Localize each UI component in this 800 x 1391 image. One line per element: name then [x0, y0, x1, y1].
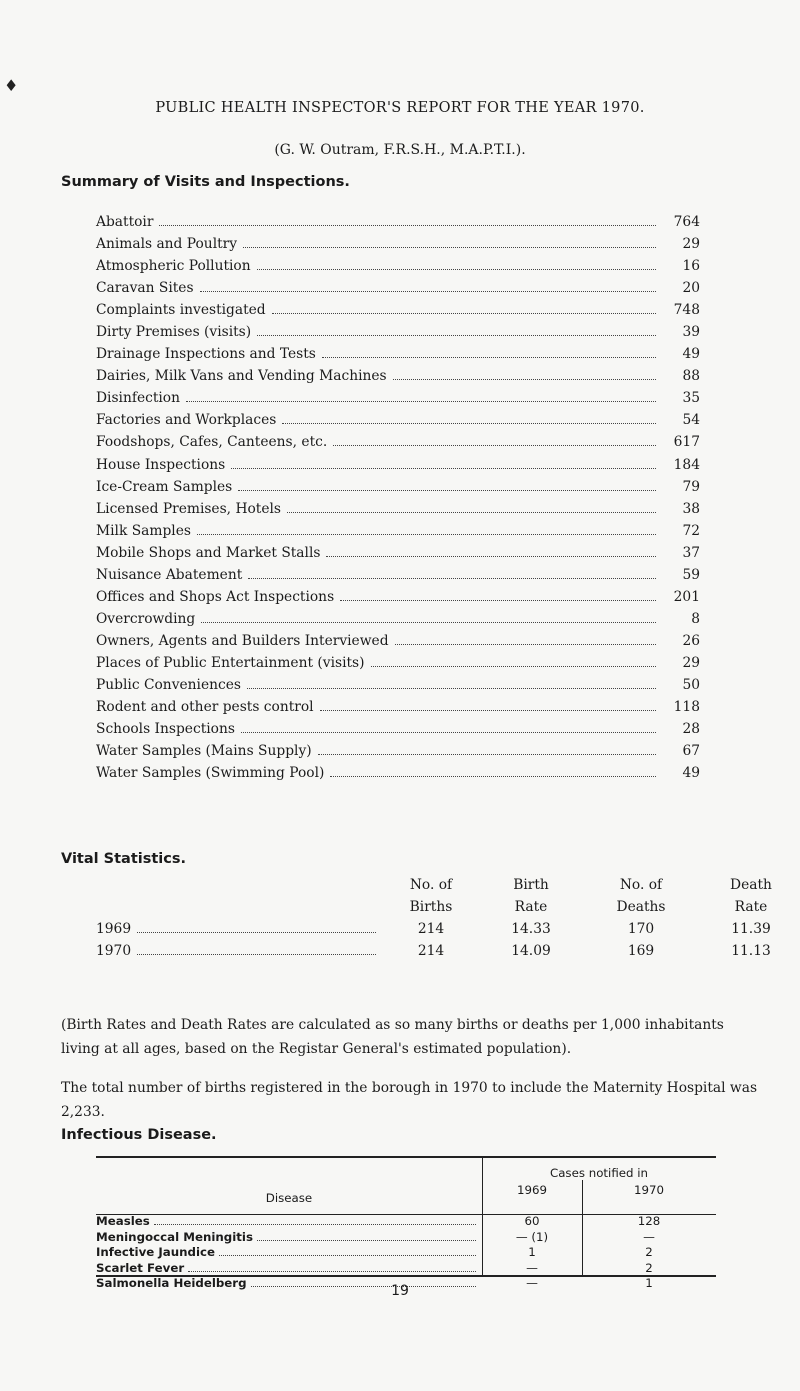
- item-value: 72: [682, 522, 700, 539]
- list-item: [96, 523, 700, 545]
- list-item: [96, 699, 700, 721]
- item-value: 79: [682, 478, 700, 495]
- item-label: Atmospheric Pollution: [96, 258, 251, 275]
- item-label: Nuisance Abatement: [96, 566, 243, 583]
- item-value: 50: [682, 676, 700, 693]
- list-item: [96, 302, 700, 324]
- list-item: [96, 633, 700, 655]
- summary-heading: Summary of Visits and Inspections.: [61, 174, 350, 190]
- item-value: 26: [682, 632, 700, 649]
- item-label: Water Samples (Swimming Pool): [96, 765, 325, 782]
- item-label: Dairies, Milk Vans and Vending Machines: [96, 368, 387, 385]
- item-value: 29: [682, 236, 700, 253]
- cases-1970: 2: [645, 1245, 653, 1259]
- births-value: 214: [417, 921, 445, 937]
- summary-list: [96, 214, 700, 787]
- list-item: [96, 280, 700, 302]
- leader-dots: [393, 379, 656, 380]
- item-value: 617: [673, 434, 700, 451]
- item-value: 37: [682, 544, 700, 561]
- table-row: [96, 943, 776, 965]
- item-value: 764: [673, 214, 700, 230]
- item-value: 16: [682, 258, 700, 275]
- list-item: [96, 545, 700, 567]
- cases-1970: 1: [645, 1276, 653, 1290]
- item-label: Rodent and other pests control: [96, 699, 314, 716]
- cases-1970: 128: [637, 1214, 661, 1228]
- infectious-disease-table: [96, 1156, 716, 1290]
- year: 1970: [96, 943, 132, 959]
- author-line: (G. W. Outram, F.R.S.H., M.A.P.T.I.).: [274, 142, 526, 158]
- item-value: 184: [673, 456, 700, 473]
- birth-rate-value: 14.33: [511, 921, 551, 937]
- leader-dots: [257, 335, 656, 336]
- leader-dots: [231, 468, 656, 469]
- item-label: Schools Inspections: [96, 721, 235, 738]
- leader-dots: [188, 1271, 476, 1272]
- item-label: Caravan Sites: [96, 280, 194, 297]
- list-item: [96, 589, 700, 611]
- leader-dots: [257, 269, 656, 270]
- table-row: [96, 921, 776, 943]
- item-label: Places of Public Entertainment (visits): [96, 654, 365, 671]
- death-rate-value: 11.39: [731, 921, 771, 937]
- deaths-value: 170: [627, 921, 655, 937]
- item-value: 118: [673, 699, 700, 716]
- item-label: Dirty Premises (visits): [96, 324, 252, 341]
- cases-1969: —: [526, 1276, 538, 1290]
- cases-1969: 1: [528, 1245, 536, 1259]
- list-item: [96, 721, 700, 743]
- list-item: [96, 479, 700, 501]
- item-label: Water Samples (Mains Supply): [96, 743, 312, 760]
- item-value: 54: [682, 412, 700, 429]
- item-value: 748: [673, 302, 700, 319]
- infectious-heading: Infectious Disease.: [61, 1127, 217, 1143]
- year: 1969: [96, 921, 132, 937]
- item-value: 20: [682, 280, 700, 297]
- item-label: Disinfection: [96, 390, 181, 407]
- leader-dots: [395, 644, 656, 645]
- item-label: Owners, Agents and Builders Interviewed: [96, 632, 389, 649]
- list-item: [96, 655, 700, 677]
- list-item: [96, 457, 700, 479]
- deaths-value: 169: [627, 943, 655, 959]
- list-item: [96, 214, 700, 236]
- item-label: Abattoir: [96, 214, 154, 230]
- leader-dots: [154, 1224, 476, 1225]
- disease-name: Salmonella Heidelberg: [96, 1276, 247, 1290]
- item-label: Drainage Inspections and Tests: [96, 346, 316, 363]
- leader-dots: [322, 357, 656, 358]
- leader-dots: [197, 534, 656, 535]
- leader-dots: [320, 710, 656, 711]
- item-label: Mobile Shops and Market Stalls: [96, 544, 321, 561]
- item-label: Foodshops, Cafes, Canteens, etc.: [96, 434, 328, 451]
- col-header-cases: Cases notified in: [549, 1166, 649, 1180]
- item-value: 35: [682, 390, 700, 407]
- col-header-1969: 1969: [516, 1183, 548, 1197]
- table-row: [96, 1261, 716, 1277]
- leader-dots: [257, 1240, 476, 1241]
- leader-dots: [238, 490, 656, 491]
- leader-dots: [330, 776, 656, 777]
- leader-dots: [159, 225, 656, 226]
- vital-heading: Vital Statistics.: [61, 851, 186, 867]
- item-value: 201: [673, 588, 700, 605]
- list-item: [96, 368, 700, 390]
- leader-dots: [318, 754, 656, 755]
- list-item: [96, 324, 700, 346]
- leader-dots: [241, 732, 656, 733]
- leader-dots: [219, 1255, 476, 1256]
- list-item: [96, 236, 700, 258]
- leader-dots: [186, 401, 656, 402]
- list-item: [96, 743, 700, 765]
- item-value: 39: [682, 324, 700, 341]
- list-item: [96, 346, 700, 368]
- item-label: Ice-Cream Samples: [96, 478, 233, 495]
- col-header: No. of: [619, 877, 663, 893]
- cases-1970: —: [643, 1229, 655, 1244]
- col-header: Death: [730, 877, 772, 893]
- item-label: Public Conveniences: [96, 676, 241, 693]
- item-label: Licensed Premises, Hotels: [96, 500, 281, 517]
- leader-dots: [371, 666, 656, 667]
- leader-dots: [201, 622, 656, 623]
- col-header: Deaths: [616, 899, 666, 915]
- item-value: 67: [682, 743, 700, 760]
- item-label: House Inspections: [96, 456, 226, 473]
- leader-dots: [282, 423, 656, 424]
- item-value: 38: [682, 500, 700, 517]
- item-label: Factories and Workplaces: [96, 412, 277, 429]
- bullet-mark: ♦: [4, 76, 19, 95]
- col-header: Rate: [514, 899, 548, 915]
- leader-dots: [243, 247, 656, 248]
- cases-1969: 60: [524, 1214, 540, 1228]
- item-label: Milk Samples: [96, 522, 191, 539]
- col-header: Births: [409, 899, 453, 915]
- list-item: [96, 765, 700, 787]
- leader-dots: [272, 313, 656, 314]
- item-label: Overcrowding: [96, 610, 196, 627]
- list-item: [96, 611, 700, 633]
- item-value: 29: [682, 654, 700, 671]
- cases-1969: —: [526, 1260, 538, 1275]
- item-value: 49: [682, 346, 700, 363]
- disease-name: Scarlet Fever: [96, 1260, 185, 1275]
- table-row: [96, 1214, 716, 1230]
- leader-dots: [248, 578, 656, 579]
- list-item: [96, 501, 700, 523]
- cases-1969: — (1): [515, 1229, 549, 1244]
- list-item: [96, 567, 700, 589]
- col-header-disease: Disease: [265, 1191, 313, 1205]
- leader-dots: [287, 512, 656, 513]
- list-item: [96, 390, 700, 412]
- birth-rate-value: 14.09: [511, 943, 551, 959]
- list-item: [96, 258, 700, 280]
- list-item: [96, 412, 700, 434]
- item-label: Animals and Poultry: [96, 236, 238, 253]
- vital-statistics-table: [96, 877, 776, 965]
- page-number: 19: [391, 1283, 409, 1299]
- death-rate-value: 11.13: [731, 943, 771, 959]
- table-row: [96, 1245, 716, 1261]
- leader-dots: [333, 445, 656, 446]
- list-item: [96, 677, 700, 699]
- col-header: No. of: [409, 877, 453, 893]
- item-value: 49: [682, 765, 700, 782]
- disease-name: Meningoccal Meningitis: [96, 1229, 253, 1244]
- list-item: [96, 434, 700, 456]
- item-label: Complaints investigated: [96, 302, 266, 319]
- table-row: [96, 1230, 716, 1246]
- item-value: 8: [691, 610, 700, 627]
- col-header-1970: 1970: [633, 1183, 665, 1197]
- item-value: 59: [682, 566, 700, 583]
- disease-name: Infective Jaundice: [96, 1245, 216, 1259]
- page-title: PUBLIC HEALTH INSPECTOR'S REPORT FOR THE YEAR 1970.: [155, 100, 645, 116]
- leader-dots: [247, 688, 656, 689]
- leader-dots: [340, 600, 656, 601]
- disease-name: Measles: [96, 1214, 150, 1228]
- item-label: Offices and Shops Act Inspections: [96, 588, 335, 605]
- item-value: 28: [682, 721, 700, 738]
- leader-dots: [200, 291, 656, 292]
- cases-1970: 2: [645, 1260, 653, 1275]
- rates-note: (Birth Rates and Death Rates are calculated as so many births or deaths per 1,000 inhabitants living at all ages, based on the Registar General's estimated population).: [61, 1017, 724, 1057]
- leader-dots: [326, 556, 656, 557]
- births-value: 214: [417, 943, 445, 959]
- col-header: Rate: [734, 899, 768, 915]
- total-births-note: The total number of births registered in the borough in 1970 to include the Maternity Hospital was 2,233.: [61, 1080, 758, 1120]
- col-header: Birth: [513, 877, 549, 893]
- item-value: 88: [682, 368, 700, 385]
